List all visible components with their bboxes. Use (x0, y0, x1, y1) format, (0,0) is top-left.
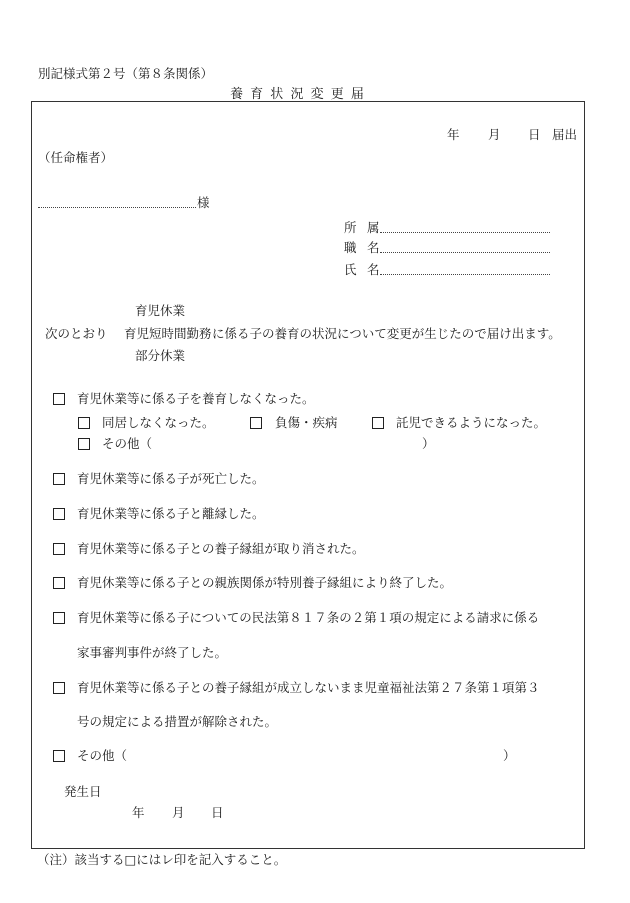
occurrence-year-label: 年 (132, 805, 145, 820)
form-title: 養育状況変更届 (230, 87, 372, 102)
checkbox-sub-2 (250, 417, 262, 431)
checkbox-daycare-available[interactable] (372, 417, 384, 429)
footnote: （注）該当する□にはレ印を記入すること。 (37, 852, 287, 867)
checklist-item-5-label: 育児休業等に係る子との親族関係が特別養子縁組により終了した。 (77, 575, 453, 590)
checklist-item-8-label: その他（ (77, 748, 128, 763)
checkbox-item-2[interactable] (53, 473, 65, 485)
checklist-item-4-label: 育児休業等に係る子との養子縁組が取り消された。 (77, 541, 365, 556)
name-label-2: 名 (367, 262, 380, 277)
checkbox-sub-4 (78, 438, 90, 452)
checklist-item-2-label: 育児休業等に係る子が死亡した。 (77, 471, 265, 486)
leave-type-partial: 部分休業 (135, 348, 186, 363)
occurrence-month-label: 月 (172, 805, 185, 820)
dept-label-1: 所 (344, 220, 357, 235)
checklist-item-5 (53, 577, 65, 591)
job-title-field[interactable] (380, 252, 550, 253)
checkbox-injury-illness[interactable] (250, 417, 262, 429)
checkbox-item-7[interactable] (53, 682, 65, 694)
checklist-item-3-label: 育児休業等に係る子と離縁した。 (77, 506, 265, 521)
title-label-2: 名 (367, 240, 380, 255)
checklist-item-2 (53, 473, 65, 487)
checklist-item-8 (53, 750, 65, 764)
checkbox-sub-3 (372, 417, 384, 431)
checklist-item-7-line1: 育児休業等に係る子との養子縁組が成立しないまま児童福祉法第２７条第１項第３ (77, 680, 540, 695)
date-day-label: 日 (528, 127, 541, 142)
leave-type-short-hours: 育児短時間勤務 (124, 326, 212, 341)
appointer-name-line[interactable] (38, 207, 196, 208)
honorific-label: 様 (197, 195, 210, 210)
checklist-item-1-label: 育児休業等に係る子を養育しなくなった。 (77, 391, 315, 406)
form-number-label: 別記様式第２号（第８条関係） (38, 66, 214, 81)
sub-4-close: ） (422, 436, 435, 451)
name-label-1: 氏 (344, 262, 357, 277)
appointer-label: （任命権者） (38, 150, 114, 165)
statement-prefix: 次のとおり (45, 326, 108, 341)
checkbox-sub-other[interactable] (78, 438, 90, 450)
dept-field[interactable] (380, 232, 550, 233)
leave-type-childcare: 育児休業 (135, 303, 186, 318)
checkbox-item-6[interactable] (53, 612, 65, 624)
name-field[interactable] (380, 274, 550, 275)
submitted-label: 届出 (552, 127, 578, 142)
checkbox-item-8[interactable] (53, 750, 65, 762)
checkbox-item-4[interactable] (53, 543, 65, 555)
occurrence-day-label: 日 (211, 805, 224, 820)
occurrence-date-label: 発生日 (64, 784, 102, 799)
checklist-item-6 (53, 612, 65, 626)
sub-2-label: 負傷・疾病 (275, 415, 338, 430)
checkbox-item-3[interactable] (53, 508, 65, 520)
checklist-item-8-close: ） (503, 748, 516, 763)
checklist-item-6-line1: 育児休業等に係る子についての民法第８１７条の２第１項の規定による請求に係る (77, 610, 540, 625)
sub-4-label: その他（ (102, 436, 153, 451)
sub-3-label: 託児できるようになった。 (396, 415, 547, 430)
date-month-label: 月 (488, 127, 501, 142)
checklist-item-4 (53, 543, 65, 557)
dept-label-2: 属 (367, 220, 380, 235)
checkbox-not-cohabiting[interactable] (78, 417, 90, 429)
title-label-1: 職 (344, 240, 357, 255)
checklist-item-7-line2: 号の規定による措置が解除された。 (77, 714, 278, 729)
checkbox-sub-1 (78, 417, 90, 431)
sub-1-label: 同居しなくなった。 (102, 415, 215, 430)
date-year-label: 年 (447, 127, 460, 142)
checklist-item-3 (53, 508, 65, 522)
checkbox-item-5[interactable] (53, 577, 65, 589)
checklist-item-6-line2: 家事審判事件が終了した。 (77, 645, 228, 660)
checklist-item-7 (53, 682, 65, 696)
checkbox-item-1[interactable] (53, 393, 65, 405)
statement-suffix: に係る子の養育の状況について変更が生じたので届け出ます。 (212, 326, 561, 341)
checklist-item-1 (53, 393, 65, 407)
